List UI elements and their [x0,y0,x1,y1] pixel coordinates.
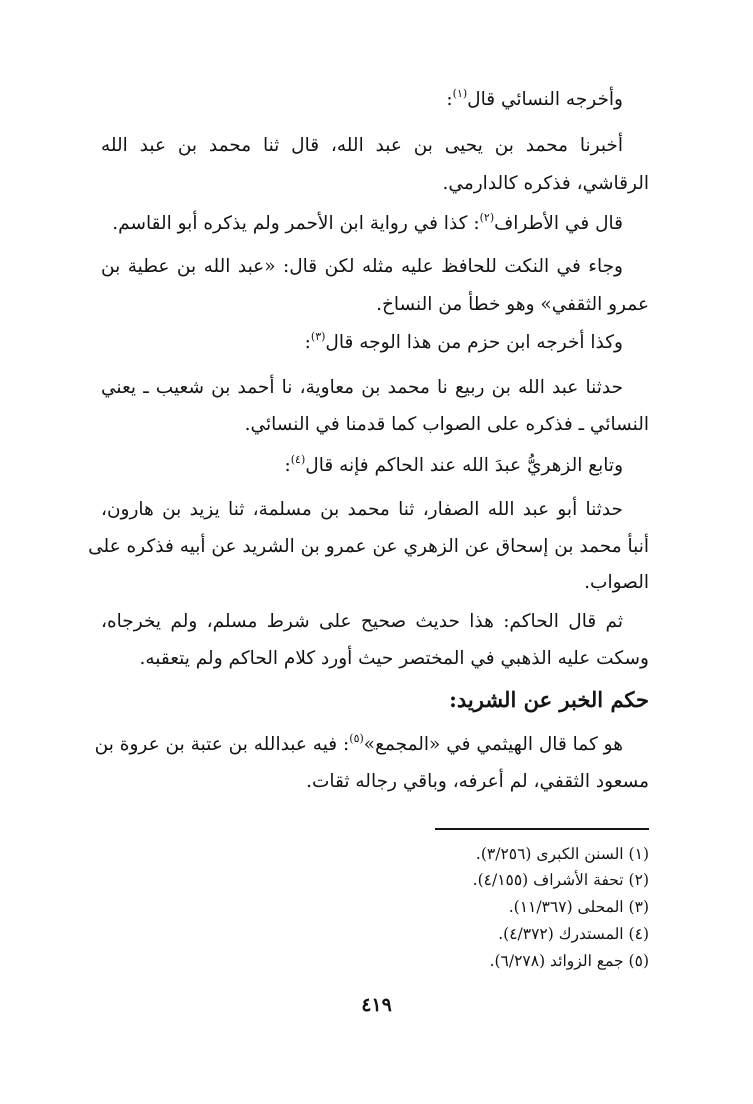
text-line: أخبرنا محمد بن يحيى بن عبد الله، قال ثنا محمد بن عبد الله [101,135,623,156]
footnote-number: (٤) [628,925,649,943]
text-line: الصواب. [584,572,649,593]
text: قال في الأطراف [494,213,623,234]
text: وتابع الزهريُّ عبدَ الله عند الحاكم فإنه قال [305,455,623,476]
footnote-number: (٢) [628,871,649,889]
footnote-number: (٣) [628,898,649,916]
footnote-text: المحلى (١١/٣٦٧). [508,898,624,916]
text-line: حدثنا أبو عبد الله الصفار، ثنا محمد بن مسلمة، ثنا يزيد بن هارون، [101,499,623,520]
text-line: حدثنا عبد الله بن ربيع نا محمد بن معاوية، نا أحمد بن شعيب ـ يعني [101,377,624,398]
footnote-5 [490,949,649,973]
footnote-number: (٥) [628,952,649,970]
footnote-ref-5: (٥) [349,731,364,745]
text: هو كما قال الهيثمي في «المجمع» [363,734,623,755]
footnote-3 [509,895,649,919]
text-line: ثم قال الحاكم: هذا حديث صحيح على شرط مسلم، ولم يخرجاه، [101,611,623,632]
footnote-1 [476,842,649,866]
footnote-4 [498,922,649,946]
paragraph-haythami [95,731,623,759]
text: وأخرجه النسائي قال [467,89,623,110]
text-line: عمرو الثقفي» وهو خطأ من النساخ. [376,294,649,315]
text-line: الرقاشي، فذكره كالدارمي. [442,173,649,194]
page-number: ٤١٩ [361,994,392,1016]
paragraph-nasai-intro [446,86,623,114]
text: : [304,332,311,353]
footnote-text: جمع الزوائد (٦/٢٧٨). [489,952,624,970]
text: : [446,89,453,110]
text-line: النسائي ـ فذكره على الصواب كما قدمنا في النسائي. [244,414,649,435]
footnote-ref-2: (٢) [479,210,495,224]
footnote-text: المستدرك (٤/٣٧٢). [498,925,624,943]
footnote-text: السنن الكبرى (٣/٢٥٦). [475,845,624,863]
text-line: وسكت عليه الذهبي في المختصر حيث أورد كلام الحاكم ولم يتعقبه. [139,648,649,669]
footnote-ref-1: (١) [452,86,468,100]
text: : [284,455,291,476]
text-line: مسعود الثقفي، لم أعرفه، وباقي رجاله ثقات. [306,771,649,792]
footnote-divider [435,828,649,830]
footnote-number: (١) [628,845,649,863]
text: وكذا أخرجه ابن حزم من هذا الوجه قال [325,332,623,353]
footnote-ref-4: (٤) [290,452,306,466]
section-heading: حكم الخبر عن الشريد: [449,687,649,712]
paragraph-zuhri [285,452,623,480]
text-line: وجاء في النكت للحافظ عليه مثله لكن قال: «عبد الله بن عطية بن [101,256,623,277]
paragraph-atraf [112,210,623,238]
footnote-2 [473,868,649,892]
paragraph-ibn-hazm [305,329,623,357]
footnote-text: تحفة الأشراف (٤/١٥٥). [472,871,624,889]
text: : فيه عبدالله بن عتبة بن عروة بن [94,734,350,755]
footnote-ref-3: (٣) [310,329,326,343]
text: : كذا في رواية ابن الأحمر ولم يذكره أبو القاسم. [112,213,480,234]
text-line: أنبأ محمد بن إسحاق عن الزهري عن عمرو بن الشريد عن أبيه فذكره على [88,536,649,557]
